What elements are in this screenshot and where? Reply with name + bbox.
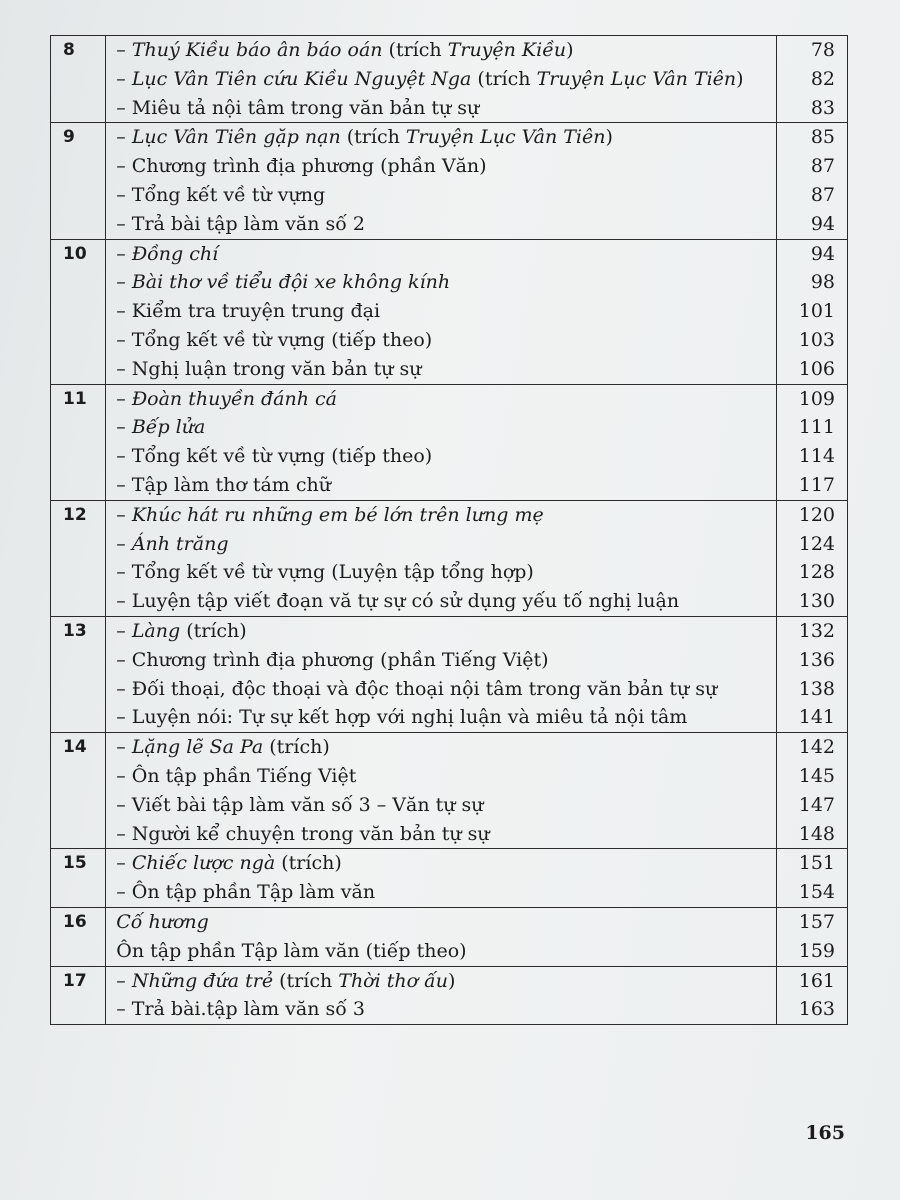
lesson-title-italic: Đồng chí [131, 242, 219, 265]
lesson-title-italic: Truyện Lục Vân Tiên [536, 67, 737, 90]
week-number: 13 [63, 620, 87, 641]
page-ref: 87 [810, 183, 835, 206]
lesson-title-text: – Viết bài tập làm văn số 3 – Văn tự sự [116, 793, 484, 816]
lesson-title-text: (trích) [180, 619, 247, 642]
lesson-title [116, 268, 775, 297]
page-ref: 94 [810, 212, 835, 235]
lesson-title-text: (trích) [275, 852, 342, 875]
week-number: 14 [63, 737, 87, 758]
pages-cell [776, 239, 847, 384]
lesson-title [116, 65, 775, 94]
week-number: 9 [63, 127, 75, 148]
week-number: 17 [63, 970, 87, 991]
lesson-title-text: ) [605, 126, 613, 149]
lesson-title-text: – Luyện tập viết đoạn vă tự sự có sử dụng yếu tố nghị luận [116, 590, 680, 613]
lessons-cell [106, 36, 776, 123]
page-ref: 138 [798, 677, 835, 700]
pages-cell [776, 36, 847, 123]
week-cell [51, 123, 106, 239]
lesson-title [116, 820, 775, 849]
page-ref: 94 [810, 242, 835, 265]
lesson-title [116, 413, 775, 442]
lesson-title-italic: Những đứa trẻ [131, 969, 274, 992]
lesson-title-text: – [116, 271, 132, 294]
lesson-title [116, 297, 775, 326]
page-ref: 163 [798, 998, 835, 1021]
lesson-title-text: – Tổng kết về từ vựng (tiếp theo) [116, 445, 433, 468]
pages-cell [776, 907, 847, 966]
lesson-title-italic: Làng [131, 619, 181, 642]
page-ref: 128 [798, 561, 835, 584]
table-of-contents [50, 35, 848, 1025]
lessons-cell [106, 907, 776, 966]
lesson-title-text: (trích) [263, 736, 330, 759]
page-ref: 114 [798, 445, 835, 468]
lesson-title-text: (trích [273, 969, 339, 992]
lesson-title-text: – Chương trình địa phương (phần Tiếng Việt) [116, 648, 549, 671]
lesson-title [116, 558, 775, 587]
lesson-title-text: – Tổng kết về từ vựng (tiếp theo) [116, 328, 433, 351]
lesson-title-text: – Trả bài.tập làm văn số 3 [116, 998, 366, 1021]
toc-week-row [51, 500, 848, 616]
week-cell [51, 966, 106, 1025]
lesson-title [116, 501, 775, 530]
page-number: 165 [805, 1122, 845, 1144]
lesson-title-italic: Bếp lửa [131, 416, 206, 439]
lesson-title-text: – Kiểm tra truyện trung đại [116, 300, 381, 323]
lesson-title [116, 210, 775, 239]
toc-week-row [51, 239, 848, 384]
lesson-title-italic: Khúc hát ru những em bé lớn trên lưng mẹ [131, 503, 544, 526]
week-number: 11 [63, 388, 87, 409]
page-ref: 130 [798, 590, 835, 613]
lesson-title [116, 878, 775, 907]
lesson-title-italic: Truyện Lục Vân Tiên [405, 126, 606, 149]
lesson-title-text: – Tổng kết về từ vựng (Luyện tập tổng hợp) [116, 561, 534, 584]
toc-week-row [51, 384, 848, 500]
lesson-title-italic: Chiếc lược ngà [131, 852, 276, 875]
lesson-title-text: – [116, 736, 132, 759]
week-number: 15 [63, 853, 87, 874]
lesson-title-text: – [116, 39, 132, 61]
page-ref: 87 [810, 155, 835, 178]
week-cell [51, 239, 106, 384]
lesson-title [116, 471, 775, 500]
pages-cell [776, 384, 847, 500]
lessons-cell [106, 849, 776, 908]
toc-week-row [51, 849, 848, 908]
lesson-title [116, 385, 775, 414]
week-cell [51, 733, 106, 849]
page-ref: 85 [810, 126, 835, 149]
page-ref: 83 [810, 96, 835, 119]
lesson-title [116, 442, 775, 471]
lesson-title [116, 181, 775, 210]
lesson-title-italic: Truyện Kiều [447, 39, 567, 61]
page-ref: 132 [798, 619, 835, 642]
lesson-title-italic: Lặng lẽ Sa Pa [131, 736, 264, 759]
lessons-cell [106, 966, 776, 1025]
lesson-title-text: – Nghị luận trong văn bản tự sự [116, 357, 422, 380]
lesson-title-text: – [116, 242, 132, 265]
lesson-title [116, 908, 775, 937]
lesson-title [116, 762, 775, 791]
lesson-title [116, 733, 775, 762]
pages-cell [776, 966, 847, 1025]
lesson-title-text: – [116, 503, 132, 526]
page-ref: 109 [798, 387, 835, 410]
page-ref: 98 [810, 271, 835, 294]
lesson-title-text: ) [447, 969, 456, 992]
toc-week-row [51, 36, 848, 123]
lesson-title-text: – Ôn tập phần Tiếng Việt [116, 764, 357, 787]
lesson-title-italic: Lục Vân Tiên gặp nạn [131, 126, 341, 149]
lesson-title [116, 326, 775, 355]
lesson-title [116, 646, 775, 675]
lesson-title-text: (trích [382, 39, 448, 61]
page-ref: 106 [798, 357, 835, 380]
lesson-title-text: – [116, 852, 132, 875]
week-number: 16 [63, 911, 87, 932]
lesson-title-text: – Tập làm thơ tám chữ [116, 473, 331, 496]
page-ref: 161 [798, 969, 835, 992]
week-number: 10 [63, 243, 87, 264]
lesson-title-text: – [116, 969, 132, 992]
lessons-cell [106, 616, 776, 732]
page-ref: 120 [798, 503, 835, 526]
page-ref: 117 [798, 473, 835, 496]
week-cell [51, 384, 106, 500]
lesson-title [116, 995, 775, 1024]
lesson-title-text: – Tổng kết về từ vựng [116, 183, 326, 206]
pages-cell [776, 123, 847, 239]
lessons-cell [106, 239, 776, 384]
lesson-title-text: Ôn tập phần Tập làm văn (tiếp theo) [116, 939, 467, 962]
lesson-title-text: (trích [340, 126, 406, 149]
lesson-title-text: – Luyện nói: Tự sự kết hợp với nghị luận và miêu tả nội tâm [116, 706, 688, 729]
page-ref: 82 [810, 67, 835, 90]
lessons-cell [106, 733, 776, 849]
lesson-title-text: – Đối thoại, độc thoại và độc thoại nội tâm trong văn bản tự sự [116, 677, 718, 700]
lessons-cell [106, 123, 776, 239]
page-ref: 142 [798, 736, 835, 759]
page-ref: 148 [798, 822, 835, 845]
toc-week-row [51, 616, 848, 732]
pages-cell [776, 616, 847, 732]
lessons-cell [106, 384, 776, 500]
lesson-title-italic: Ánh trăng [131, 532, 229, 555]
lesson-title [116, 967, 775, 996]
lesson-title-text: – Ôn tập phần Tập làm văn [116, 881, 376, 904]
lesson-title-text: – Người kể chuyện trong văn bản tự sự [116, 822, 490, 845]
toc-week-row [51, 123, 848, 239]
page-ref: 103 [798, 328, 835, 351]
lesson-title-text: – [116, 619, 132, 642]
toc-week-row [51, 966, 848, 1025]
toc-week-row [51, 907, 848, 966]
lesson-title [116, 94, 775, 123]
page-ref: 145 [798, 764, 835, 787]
lesson-title [116, 36, 775, 65]
week-cell [51, 849, 106, 908]
lesson-title [116, 617, 775, 646]
lesson-title-text: – [116, 532, 132, 555]
lesson-title-text: – Chương trình địa phương (phần Văn) [116, 155, 487, 178]
page-ref: 141 [798, 706, 835, 729]
lesson-title [116, 355, 775, 384]
lesson-title-italic: Cố hương [116, 910, 209, 933]
page-ref: 157 [798, 910, 835, 933]
page-ref: 151 [798, 852, 835, 875]
page-ref: 159 [798, 939, 835, 962]
week-cell [51, 907, 106, 966]
lesson-title-text: ) [736, 67, 744, 90]
lesson-title-italic: Đoàn thuyền đánh cá [131, 387, 337, 410]
page-ref: 101 [798, 300, 835, 323]
lesson-title-text: – [116, 416, 132, 439]
page-ref: 154 [798, 881, 835, 904]
lesson-title [116, 703, 775, 732]
week-cell [51, 616, 106, 732]
pages-cell [776, 733, 847, 849]
lesson-title-italic: Bài thơ về tiểu đội xe không kính [131, 271, 451, 294]
page-ref: 111 [798, 416, 835, 439]
lesson-title-text: – [116, 67, 132, 90]
lesson-title-text: – [116, 126, 132, 149]
toc-body [51, 36, 848, 1025]
lesson-title-text: – [116, 387, 132, 410]
lesson-title-text: – Trả bài tập làm văn số 2 [116, 212, 366, 235]
week-cell [51, 500, 106, 616]
page-ref: 78 [810, 39, 835, 61]
week-number: 8 [63, 40, 75, 60]
page-ref: 124 [798, 532, 835, 555]
lesson-title [116, 530, 775, 559]
lesson-title-text: (trích [471, 67, 537, 90]
lesson-title [116, 675, 775, 704]
lesson-title-text: ) [566, 39, 574, 61]
lesson-title [116, 849, 775, 878]
lesson-title [116, 123, 775, 152]
lesson-title [116, 587, 775, 616]
lesson-title [116, 791, 775, 820]
page-ref: 147 [798, 793, 835, 816]
toc-week-row [51, 733, 848, 849]
lesson-title [116, 240, 775, 269]
lesson-title-italic: Thời thơ ấu [338, 969, 448, 992]
week-number: 12 [63, 504, 87, 525]
lesson-title-italic: Lục Vân Tiên cứu Kiều Nguyệt Nga [131, 67, 472, 90]
lesson-title [116, 152, 775, 181]
lesson-title-text: – Miêu tả nội tâm trong văn bản tự sự [116, 96, 480, 119]
week-cell [51, 36, 106, 123]
page-ref: 136 [798, 648, 835, 671]
lessons-cell [106, 500, 776, 616]
lesson-title [116, 937, 775, 966]
lesson-title-italic: Thuý Kiều báo ân báo oán [131, 39, 383, 61]
pages-cell [776, 849, 847, 908]
pages-cell [776, 500, 847, 616]
